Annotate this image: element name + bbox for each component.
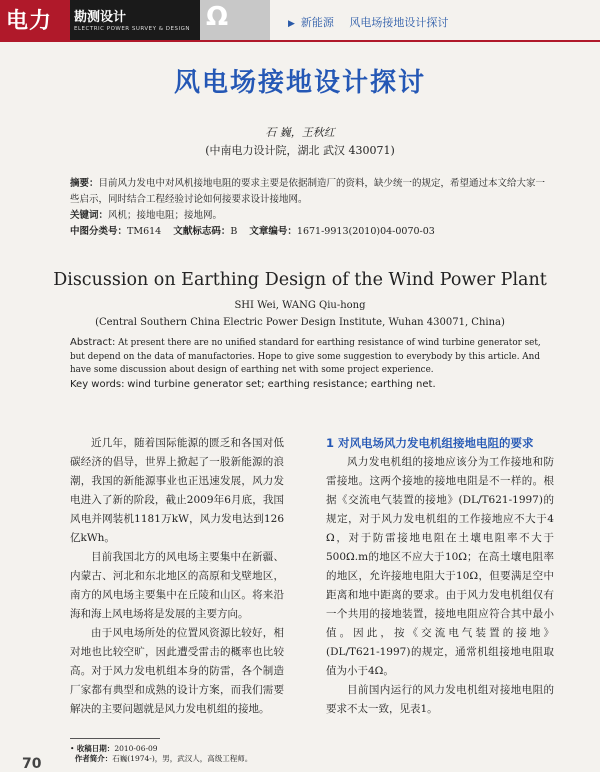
article-no-value: 1671-9913(2010)04-0070-03: [296, 226, 435, 237]
en-abstract-text: At present there are no unified standard for earthing resistance of wind turbine generator set, but depend on the data of manufactories. Hope to give some suggestion to everybody by this article. And have some discussion about design of earthing net with some project experience.: [70, 338, 541, 375]
keywords-label: 关键词：: [70, 210, 109, 221]
keywords-text: 风机；接地电阻；接地网。: [108, 210, 223, 221]
body-paragraph: 风力发电机组的接地应该分为工作接地和防雷接地。这两个接地的接地电阻是不一样的。根据《交流电气装置的接地》(DL/T621-1997)的规定，对于风力发电机组的工作接地应不大于4 Ω，对于防雷接地电阻在土壤电阻率不大于500Ω.m的地区不应大于10Ω；在高土壤电阻率的地区，允许接地电阻大于10Ω，但要满足空中距离和地中距离的要求。由于风力发电机组仅有一个共用的接地装置，接地电阻应符合其中最小值。因此，按《交流电气装置的接地》(DL/T621-1997)的规定，通常机组接地电阻取值为小于4Ω。: [326, 456, 554, 677]
header-divider: [0, 40, 600, 42]
footnote-divider: [70, 738, 160, 739]
section-article: 风电场接地设计探讨: [349, 16, 449, 29]
received-label: 收稿日期：: [76, 744, 115, 753]
footnote: [70, 744, 252, 764]
body-paragraph: 目前国内运行的风力发电机组对接地电阻的要求不太一致，见表1。: [326, 684, 554, 715]
english-title: Discussion on Earthing Design of the Wind Power Plant: [53, 270, 547, 290]
body-paragraph: 由于风电场所处的位置风资源比较好，相对地也比较空旷，因此遭受雷击的概率也比较高。对于风力发电机组本身的防雷，各个制造厂家都有典型和成熟的设计方案，而我们需要解决的主要问题就是风力发电机组的接地。: [70, 627, 284, 715]
author-bio: 石巍(1974-)，男，武汉人，高级工程师。: [112, 754, 253, 763]
keywords-line: [70, 208, 550, 224]
english-abstract: [70, 336, 554, 392]
en-keywords-label: Key words:: [70, 378, 125, 390]
received-line: • 收稿日期：2010-06-09: [70, 744, 158, 753]
omega-icon: Ω: [206, 2, 229, 32]
section-tag: [288, 14, 448, 30]
journal-name-en: ELECTRIC POWER SURVEY & DESIGN: [74, 26, 190, 32]
triangle-right-icon: ▶: [288, 19, 295, 29]
body-paragraph: 近几年，随着国际能源的匮乏和各国对低碳经济的倡导，世界上掀起了一股新能源的浪潮，我国的新能源事业也正迅速发展，风力发电进入了新的阶段，截止2009年6月底，我国风电并网装机1181万kW，风力发电达到126亿kWh。: [70, 437, 284, 544]
doc-code-value: B: [230, 226, 238, 237]
body-column-left: [70, 434, 284, 719]
article-authors: 石 巍，王秋红: [265, 126, 335, 139]
english-authors: SHI Wei, WANG Qiu-hong: [234, 300, 366, 311]
en-keywords-text: wind turbine generator set; earthing resistance; earthing net.: [127, 378, 436, 390]
logo-red-text: 电力: [6, 9, 53, 34]
omega-logo: [200, 0, 270, 40]
abstract-line: [70, 176, 550, 208]
page-header: [0, 0, 600, 44]
body-paragraph: 目前我国北方的风电场主要集中在新疆、内蒙古、河北和东北地区的高原和戈壁地区，南方的风电场主要集中在丘陵和山区。将来沿海和海上风电场将是发展的主要方向。: [70, 551, 284, 620]
section-heading: 1 对风电场风力发电机组接地电阻的要求: [326, 436, 534, 450]
classification-line: [70, 224, 550, 240]
en-abstract-label: Abstract:: [70, 337, 116, 348]
journal-name: 勘测设计: [74, 10, 127, 25]
en-abstract-line: [70, 336, 554, 378]
author-bio-line: [70, 754, 252, 764]
article-affiliation: (中南电力设计院，湖北 武汉 430071): [205, 144, 395, 157]
article-title: 风电场接地设计探讨: [173, 68, 426, 98]
section-name: 新能源: [300, 16, 334, 29]
clc-label: 中图分类号：: [70, 226, 128, 237]
author-bio-label: 作者简介：: [74, 754, 113, 763]
english-affiliation: (Central Southern China Electric Power Design Institute, Wuhan 430071, China): [95, 317, 505, 328]
journal-name-block: [70, 0, 200, 40]
doc-code-label: 文献标志码：: [173, 226, 231, 237]
journal-logo: [0, 0, 70, 40]
clc-value: TM614: [127, 226, 162, 237]
page-number: 70: [22, 756, 42, 772]
body-column-right: [326, 434, 554, 719]
en-keywords-line: [70, 378, 554, 393]
article-no-label: 文章编号：: [249, 226, 297, 237]
chinese-abstract: [70, 176, 550, 240]
abstract-label: 摘要：: [70, 178, 99, 189]
abstract-text: 目前风力发电中对风机接地电阻的要求主要是依据制造厂的资料，缺少统一的规定，希望通过本文给大家一些启示，同时结合工程经验讨论如何接要求设计接地网。: [70, 178, 546, 205]
received-date: 2010-06-09: [114, 744, 158, 753]
